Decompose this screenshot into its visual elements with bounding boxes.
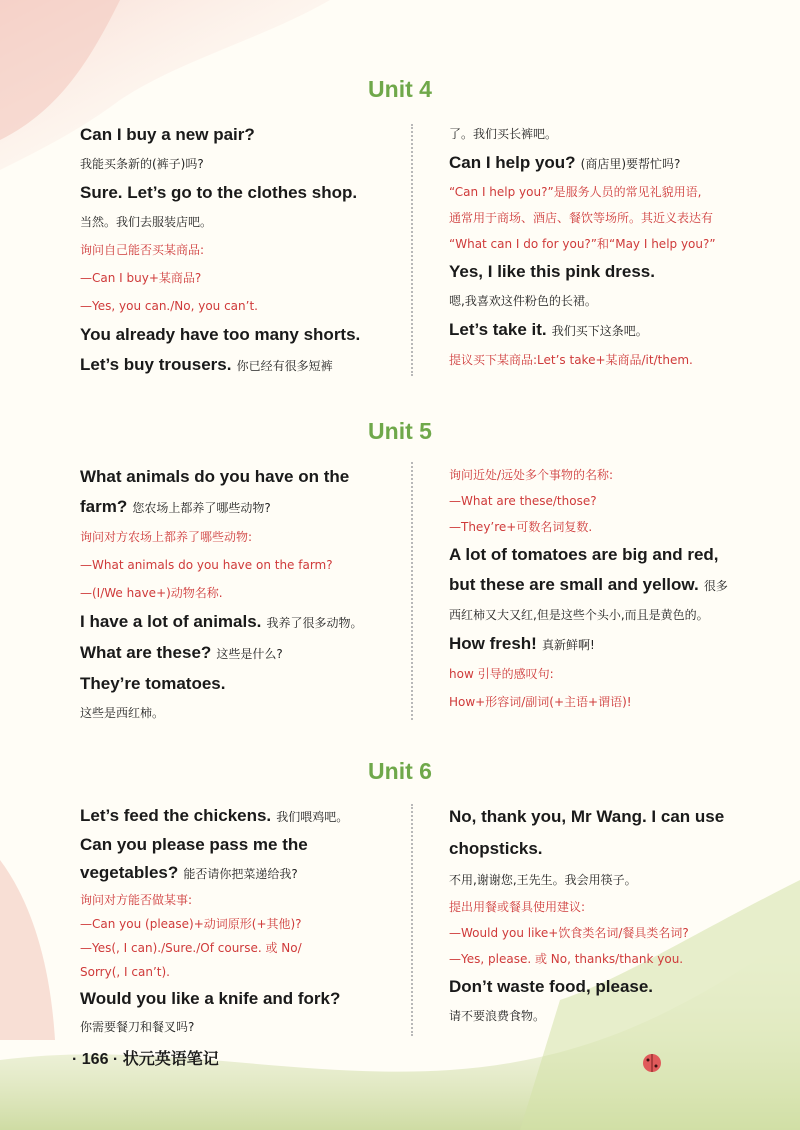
grammar-note: “Can I help you?”是服务人员的常见礼貌用语, — [449, 185, 702, 199]
unit-5-left-column — [80, 462, 400, 727]
sentence-cn: 我们买下这条吧。 — [551, 324, 648, 338]
sentence-en: Can you please pass me the — [80, 835, 308, 854]
sentence-en: How fresh! — [449, 634, 537, 653]
unit-6-left-column — [80, 802, 400, 1040]
sentence-en: They’re tomatoes. — [80, 674, 226, 693]
sentence-cn: 我们喂鸡吧。 — [276, 810, 349, 824]
grammar-note: 询问近处/远处多个事物的名称: — [449, 468, 614, 482]
sentence-en: A lot of tomatoes are big and red, — [449, 545, 719, 564]
grammar-note: —They’re+可数名词复数. — [449, 520, 593, 534]
grammar-note: —Would you like+饮食类名词/餐具类名词? — [449, 926, 689, 940]
unit-5-title: Unit 5 — [368, 418, 432, 444]
column-divider — [411, 462, 413, 720]
sentence-cn: 嗯,我喜欢这件粉色的长裙。 — [449, 294, 597, 308]
grammar-note: 询问对方能否做某事: — [80, 893, 193, 907]
grammar-note: —Yes, you can./No, you can’t. — [80, 299, 258, 313]
grammar-note: —(I/We have+)动物名称. — [80, 586, 223, 600]
unit-6-title: Unit 6 — [368, 758, 432, 784]
grammar-note: —Can you (please)+动词原形(+其他)? — [80, 917, 302, 931]
sentence-en: What animals do you have on the — [80, 467, 350, 486]
grammar-note: —Yes, please. 或 No, thanks/thank you. — [449, 952, 684, 966]
page-footer: · 166 · 状元英语笔记 — [72, 1051, 219, 1068]
sentence-cn: 我能买条新的(裤子)吗? — [80, 157, 204, 171]
grammar-note: —Can I buy+某商品? — [80, 271, 202, 285]
sentence-en: chopsticks. — [449, 839, 543, 858]
sentence-cn: 这些是什么? — [216, 647, 283, 661]
grammar-note: —What are these/those? — [449, 494, 597, 508]
sentence-en: Let’s take it. — [449, 320, 547, 339]
unit-5-right-column — [449, 462, 789, 716]
sentence-en: Sure. Let’s go to the clothes shop. — [80, 183, 358, 202]
sentence-cn: 你已经有很多短裤 — [236, 359, 333, 373]
sentence-cn: (商店里)要帮忙吗? — [580, 157, 681, 171]
sentence-cn: 真新鲜啊! — [541, 638, 595, 652]
sentence-cn: 能否请你把菜递给我? — [183, 867, 298, 881]
sentence-en: Don’t waste food, please. — [449, 977, 654, 996]
sentence-cn: 您农场上都养了哪些动物? — [132, 501, 271, 515]
sentence-en: Let’s buy trousers. — [80, 355, 232, 374]
grammar-note: 提出用餐或餐具使用建议: — [449, 900, 586, 914]
grammar-note: —What animals do you have on the farm? — [80, 558, 333, 572]
sentence-en: Yes, I like this pink dress. — [449, 262, 655, 281]
sentence-cn: 这些是西红柿。 — [80, 706, 165, 720]
unit-6-right-column — [449, 802, 789, 1030]
grammar-note: 询问自己能否买某商品: — [80, 243, 205, 257]
sentence-cn: 我养了很多动物。 — [266, 616, 363, 630]
sentence-en: You already have too many shorts. — [80, 325, 361, 344]
sentence-en: I have a lot of animals. — [80, 612, 262, 631]
grammar-note: 通常用于商场、酒店、餐饮等场所。其近义表达有 — [449, 211, 714, 225]
sentence-en: Can I help you? — [449, 153, 576, 172]
grammar-note: “What can I do for you?”和“May I help you?” — [449, 237, 716, 251]
sentence-en: No, thank you, Mr Wang. I can use — [449, 807, 725, 826]
sentence-cn: 不用,谢谢您,王先生。我会用筷子。 — [449, 873, 637, 887]
sentence-cn: 很多 — [703, 579, 728, 593]
unit-4-left-column — [80, 120, 400, 381]
grammar-note: 提议买下某商品:Let’s take+某商品/it/them. — [449, 353, 693, 367]
grammar-note: how 引导的感叹句: — [449, 667, 554, 681]
sentence-en: farm? — [80, 497, 128, 516]
grammar-note: How+形容词/副词(+主语+谓语)! — [449, 695, 632, 709]
sentence-en: Let’s feed the chickens. — [80, 806, 272, 825]
sentence-cn: 当然。我们去服装店吧。 — [80, 215, 213, 229]
sentence-en: but these are small and yellow. — [449, 575, 699, 594]
sentence-cn: 你需要餐刀和餐叉吗? — [80, 1020, 195, 1034]
grammar-note: —Yes(, I can)./Sure./Of course. 或 No/ — [80, 941, 302, 955]
sentence-cn: 西红柿又大又红,但是这些个头小,而且是黄色的。 — [449, 608, 709, 622]
unit-4-right-column — [449, 120, 789, 374]
column-divider — [411, 804, 413, 1036]
sentence-en: Can I buy a new pair? — [80, 125, 255, 144]
sentence-en: What are these? — [80, 643, 212, 662]
column-divider — [411, 124, 413, 376]
unit-4-title: Unit 4 — [368, 76, 432, 102]
sentence-cn: 了。我们买长裤吧。 — [449, 127, 558, 141]
sentence-en: Would you like a knife and fork? — [80, 989, 341, 1008]
grammar-note: Sorry(, I can’t). — [80, 965, 170, 979]
sentence-en: vegetables? — [80, 863, 179, 882]
sentence-cn: 请不要浪费食物。 — [449, 1009, 546, 1023]
grammar-note: 询问对方农场上都养了哪些动物: — [80, 530, 253, 544]
